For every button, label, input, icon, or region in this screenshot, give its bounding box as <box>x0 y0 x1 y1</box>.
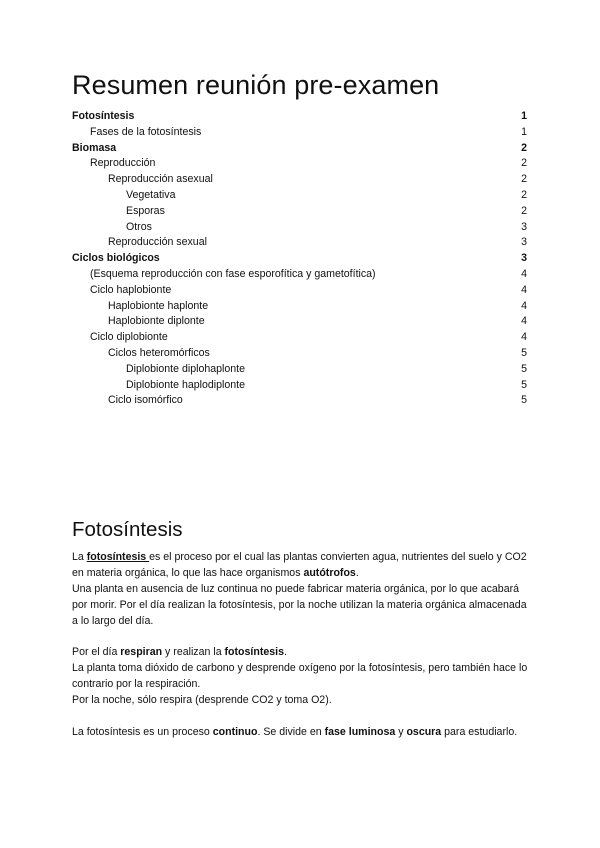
toc-entry-page: 5 <box>521 346 527 359</box>
paragraph <box>72 725 532 741</box>
paragraph <box>72 550 532 582</box>
toc-entry[interactable] <box>72 141 527 157</box>
toc-entry-page: 2 <box>521 188 527 201</box>
toc-entry-page: 2 <box>521 141 527 154</box>
toc-entry-label: Vegetativa <box>126 188 176 201</box>
document-title: Resumen reunión pre-examen <box>72 70 440 100</box>
toc-entry-label: Diplobionte diplohaplonte <box>126 362 245 375</box>
toc-entry[interactable] <box>72 362 527 378</box>
text-run: La fotosíntesis es un proceso <box>72 725 213 738</box>
text-run: y <box>395 725 407 738</box>
toc-entry[interactable] <box>72 393 527 409</box>
toc-entry[interactable] <box>72 283 527 299</box>
toc-entry[interactable] <box>72 188 527 204</box>
bold-term: continuo <box>212 725 258 738</box>
paragraph: La planta toma dióxido de carbono y desprende oxígeno por la fotosíntesis, pero también hace lo contrario por la respiración. <box>72 662 528 691</box>
toc-entry[interactable] <box>72 267 527 283</box>
toc-entry-page: 3 <box>521 252 527 265</box>
table-of-contents <box>72 109 527 409</box>
toc-entry-page: 3 <box>521 236 527 249</box>
underlined-term: fotosíntesis <box>86 551 150 563</box>
toc-entry[interactable] <box>72 156 527 172</box>
paragraph <box>72 645 532 661</box>
section-body <box>72 550 532 741</box>
paragraph-gap <box>72 709 532 725</box>
toc-entry-page: 4 <box>521 331 527 344</box>
toc-entry[interactable] <box>72 220 527 236</box>
toc-entry[interactable] <box>72 125 527 141</box>
text-run: y realizan la <box>162 646 225 659</box>
toc-entry-label: Ciclo haplobionte <box>90 283 172 296</box>
bold-term: fotosíntesis <box>224 646 284 659</box>
text-run: La <box>72 551 87 563</box>
toc-entry-label: Ciclo diplobionte <box>90 331 168 344</box>
bold-term: autótrofos <box>303 566 356 579</box>
paragraph: Una planta en ausencia de luz continua no puede fabricar materia orgánica, por lo que acabará por morir. Por el día realizan la fotosíntesis, por la noche utilizan la materia orgánica almacenada a lo largo del día. <box>72 582 527 627</box>
text-run: . <box>355 566 359 579</box>
toc-entry-page: 4 <box>521 299 527 312</box>
toc-entry[interactable] <box>72 204 527 220</box>
toc-entry-label: Ciclos heteromórficos <box>108 346 210 359</box>
bold-term: oscura <box>406 725 442 738</box>
toc-entry[interactable] <box>72 378 527 394</box>
toc-entry-label: Diplobionte haplodiplonte <box>126 378 245 391</box>
toc-entry-page: 4 <box>521 283 527 296</box>
toc-entry[interactable] <box>72 330 527 346</box>
toc-entry-label: Ciclo isomórfico <box>108 394 183 407</box>
paragraph-gap <box>72 630 532 646</box>
toc-entry[interactable] <box>72 314 527 330</box>
text-run: es el proceso por el cual las plantas convierten agua, nutrientes del suelo y CO2 en materia orgánica, lo que las hace organismos <box>72 551 527 579</box>
toc-entry-page: 4 <box>521 267 527 280</box>
toc-entry-label: Biomasa <box>72 141 117 154</box>
toc-entry-label: Ciclos biológicos <box>72 252 160 265</box>
toc-entry[interactable] <box>72 251 527 267</box>
toc-entry-page: 5 <box>521 378 527 391</box>
toc-entry-page: 1 <box>521 110 527 122</box>
section-heading: Fotosíntesis <box>72 518 183 541</box>
toc-entry-label: Esporas <box>126 204 165 217</box>
paragraph: Por la noche, sólo respira (desprende CO2 y toma O2). <box>72 694 332 707</box>
toc-entry-label: Reproducción sexual <box>108 236 207 249</box>
toc-entry[interactable] <box>72 299 527 315</box>
bold-term: respiran <box>120 646 163 659</box>
toc-entry-label: Reproducción asexual <box>108 173 213 186</box>
toc-entry-label: Reproducción <box>90 157 156 170</box>
text-run: . Se divide en <box>257 725 325 738</box>
toc-entry-page: 1 <box>521 125 527 138</box>
text-run: . <box>283 646 287 659</box>
toc-entry-page: 5 <box>521 394 527 407</box>
toc-entry-page: 4 <box>521 315 527 328</box>
toc-entry[interactable] <box>72 109 527 125</box>
toc-entry[interactable] <box>72 235 527 251</box>
text-run: para estudiarlo. <box>441 725 518 738</box>
toc-entry-label: Otros <box>126 220 152 233</box>
toc-entry-page: 3 <box>521 220 527 233</box>
toc-entry-label: Haplobionte haplonte <box>108 299 209 312</box>
toc-entry-label: Fases de la fotosíntesis <box>90 125 202 138</box>
toc-entry-page: 2 <box>521 157 527 170</box>
toc-entry-label: (Esquema reproducción con fase esporofítica y gametofítica) <box>90 267 376 280</box>
text-run: Por el día <box>72 646 121 659</box>
toc-entry[interactable] <box>72 172 527 188</box>
toc-entry-page: 5 <box>521 362 527 375</box>
toc-entry[interactable] <box>72 346 527 362</box>
toc-entry-label: Haplobionte diplonte <box>108 315 205 328</box>
toc-entry-page: 2 <box>521 204 527 217</box>
toc-entry-page: 2 <box>521 173 527 186</box>
bold-term: fase luminosa <box>324 725 396 738</box>
toc-entry-label: Fotosíntesis <box>72 110 135 122</box>
